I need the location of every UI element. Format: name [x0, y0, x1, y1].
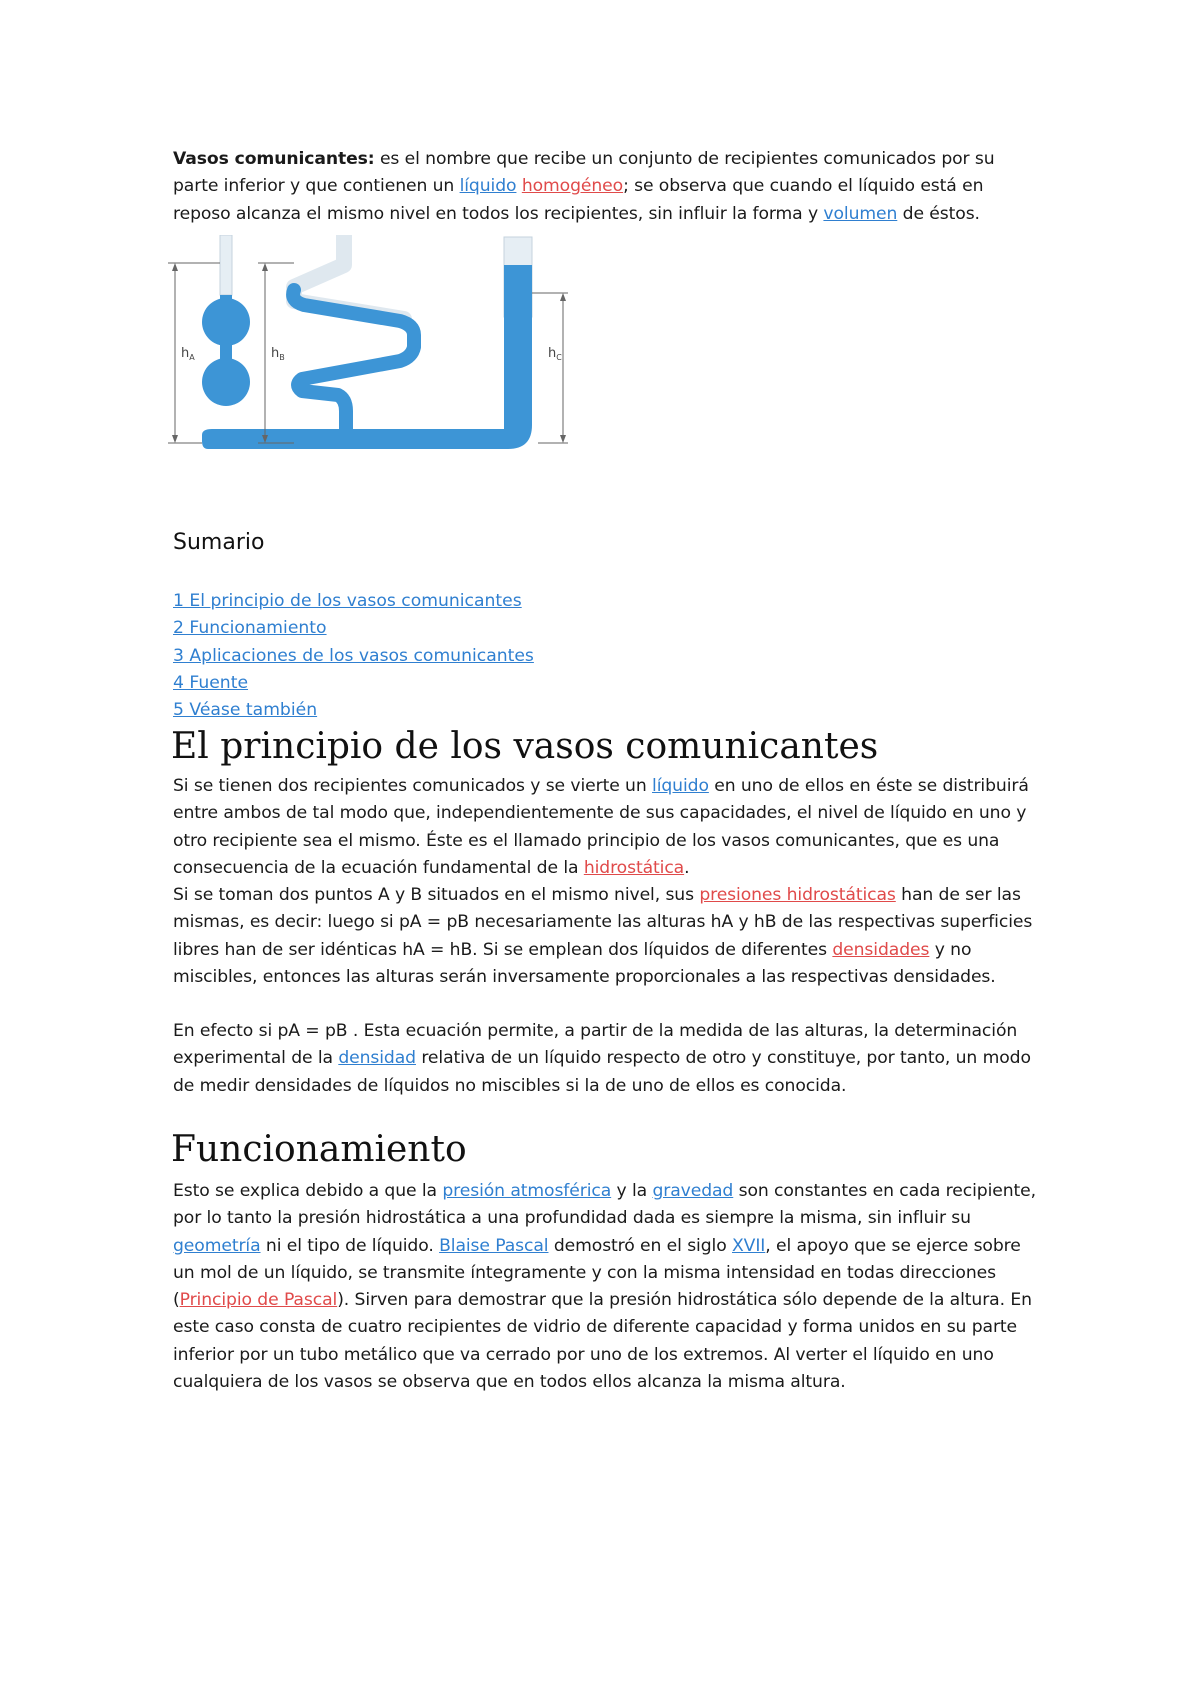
link-blaise-pascal[interactable]: Blaise Pascal: [439, 1235, 549, 1256]
toc-link-vease[interactable]: 5 Véase también: [173, 700, 318, 721]
toc-item: [173, 670, 534, 697]
table-of-contents: [173, 588, 534, 724]
toc-link-principio[interactable]: 1 El principio de los vasos comunicantes: [173, 591, 522, 611]
link-volumen[interactable]: volumen: [823, 203, 898, 224]
heading-funcionamiento: Funcionamiento: [171, 1129, 467, 1170]
intro-paragraph: Vasos comunicantes: es el nombre que recibe un conjunto de recipientes comunicados por su parte inferior y que contienen un líquido homogéneo; se observa que cuando el líquido está en reposo alcanza el mismo nivel en todos los recipientes, sin influir la forma y volumen de éstos.: [173, 149, 995, 224]
link-xvii[interactable]: XVII: [732, 1235, 766, 1256]
toc-link-funcionamiento[interactable]: 2 Funcionamiento: [173, 618, 327, 639]
link-densidad[interactable]: densidad: [338, 1048, 416, 1069]
link-principio-pascal[interactable]: Principio de Pascal: [179, 1290, 338, 1311]
toc-item: [173, 588, 534, 615]
link-liquido-2[interactable]: líquido: [652, 776, 709, 796]
heading-principio: El principio de los vasos comunicantes: [171, 726, 879, 767]
communicating-vessels-diagram: [168, 235, 598, 460]
link-liquido[interactable]: líquido: [459, 176, 517, 197]
toc-item: [173, 643, 534, 670]
link-homogeneo[interactable]: homogéneo: [521, 176, 624, 197]
height-label-a: h: [181, 346, 190, 361]
link-geometria[interactable]: geometría: [173, 1235, 261, 1256]
principio-paragraph-1: Si se tienen dos recipientes comunicados y se vierte un líquido en uno de ellos en éste se distribuirá entre ambos de tal modo que, independientemente de sus capacidades, el nivel de líquido en uno y otro recipiente sea el mismo. Éste es el llamado principio de los vasos comunicantes, que es una consecuencia de la ecuación fundamental de la hidrostática.: [173, 776, 1029, 878]
height-label-c: h: [548, 346, 557, 361]
link-gravedad[interactable]: gravedad: [652, 1181, 734, 1201]
svg-text:hA: $h_A$: [181, 346, 195, 362]
toc-item: [173, 697, 534, 724]
toc-link-fuente[interactable]: 4 Fuente: [173, 672, 249, 693]
svg-text:hB: $h_B$: [271, 346, 285, 362]
toc-link-aplicaciones[interactable]: 3 Aplicaciones de los vasos comunicantes: [173, 645, 534, 666]
link-hidrostatica[interactable]: hidrostática: [583, 857, 685, 878]
sumario-title: Sumario: [173, 530, 265, 555]
toc-item: [173, 615, 534, 642]
height-label-b: h: [271, 346, 280, 361]
vessel-liquid: [202, 265, 532, 449]
link-presion-atmosferica[interactable]: presión atmosférica: [442, 1181, 612, 1201]
funcionamiento-paragraph: Esto se explica debido a que la presión atmosférica y la gravedad son constantes en cada recipiente, por lo tanto la presión hidrostática a una profundidad dada es siempre la misma, sin influir su geometría ni el tipo de líquido. Blaise Pascal demostró en el siglo XVII, el apoyo que se ejerce sobre un mol de un líquido, se transmite íntegramente y con la misma intensidad en todas direcciones (Principio de Pascal). Sirven para demostrar que la presión hidrostática sólo depende de la altura. En este caso consta de cuatro recipientes de vidrio de diferente capacidad y forma unidos en su parte inferior por un tubo metálico que va cerrado por uno de los extremos. Al verter el líquido en uno cualquiera de los vasos se observa que en todos ellos alcanza la misma altura.: [173, 1181, 1036, 1393]
intro-term: Vasos comunicantes:: [173, 149, 375, 169]
principio-paragraph-3: En efecto si pA = pB . Esta ecuación permite, a partir de la medida de las alturas, la determinación experimental de la densidad relativa de un líquido respecto de otro y constituye, por tanto, un modo de medir densidades de líquidos no miscibles si la de uno de ellos es conocida.: [173, 1021, 1031, 1096]
link-densidades[interactable]: densidades: [832, 939, 930, 960]
link-presiones-hidrostaticas[interactable]: presiones hidrostáticas: [699, 885, 896, 905]
svg-text:hC: $h_C$: [548, 346, 562, 362]
principio-paragraph-2: Si se toman dos puntos A y B situados en el mismo nivel, sus presiones hidrostáticas han de ser las mismas, es decir: luego si pA = pB necesariamente las alturas hA y hB de las respectivas superficies libres han de ser idénticas hA = hB. Si se emplean dos líquidos de diferentes densidades y no miscibles, entonces las alturas serán inversamente proporcionales a las respectivas densidades.: [173, 885, 1033, 987]
